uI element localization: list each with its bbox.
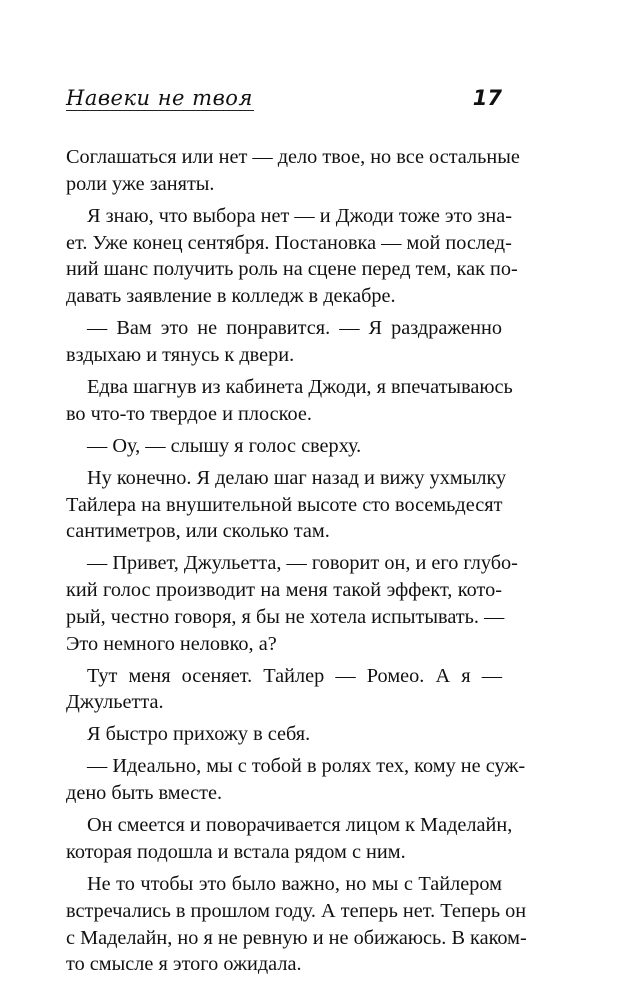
text-line: Едва шагнув из кабинета Джоди, я впечатываюсь bbox=[87, 375, 513, 398]
text-line: Это немного неловко, а? bbox=[66, 632, 277, 655]
text-line: Я знаю, что выбора нет — и Джоди тоже это зна- bbox=[87, 204, 513, 227]
running-head bbox=[66, 86, 502, 126]
text-line: с Маделайн, но я не ревную и не обижаюсь. В каком- bbox=[66, 926, 527, 949]
text-line: Не то чтобы это было важно, но мы с Тайлером bbox=[87, 872, 502, 895]
paragraph bbox=[66, 315, 502, 369]
body-text bbox=[66, 144, 527, 983]
paragraph bbox=[66, 144, 520, 198]
text-line: кий голос производит на меня такой эффект, кото- bbox=[66, 579, 502, 602]
text-line: дено быть вместе. bbox=[66, 782, 223, 805]
paragraph bbox=[66, 374, 513, 428]
text-line: встречались в прошлом году. А теперь нет. Теперь он bbox=[66, 899, 527, 922]
text-line: Тут меня осеняет. Тайлер — Ромео. А я — bbox=[87, 664, 502, 687]
paragraph bbox=[66, 203, 518, 310]
text-line: которая подошла и встала рядом с ним. bbox=[66, 841, 406, 863]
text-line: Тайлера на внушительной высоте сто восемьдесят bbox=[66, 493, 503, 516]
text-line: рый, честно говоря, я бы не хотела испытывать. — bbox=[66, 605, 505, 628]
text-line: — Вам это не понравится. — Я раздраженно bbox=[87, 317, 502, 340]
paragraph bbox=[66, 433, 502, 460]
paragraph bbox=[66, 465, 507, 545]
running-title-underline bbox=[66, 110, 254, 111]
paragraph bbox=[66, 550, 518, 657]
text-line: то смысле я этого ожидала. bbox=[66, 953, 302, 976]
page-number: 17 bbox=[472, 86, 502, 110]
paragraph bbox=[66, 753, 526, 807]
text-line: ет. Уже конец сентября. Постановка — мой послед- bbox=[66, 231, 512, 254]
paragraph bbox=[66, 663, 502, 717]
text-line: — Привет, Джульетта, — говорит он, и его глубо- bbox=[87, 552, 518, 575]
paragraph bbox=[66, 812, 513, 866]
text-line: ний шанс получить роль на сцене перед тем, как по- bbox=[66, 258, 518, 281]
text-line: Он смеется и поворачивается лицом к Маделайн, bbox=[87, 814, 513, 837]
text-line: — Идеально, мы с тобой в ролях тех, кому не суж- bbox=[87, 755, 526, 778]
text-line: Я быстро прихожу в себя. bbox=[87, 723, 311, 746]
text-line: Джульетта. bbox=[66, 691, 164, 714]
running-title: Навеки не твоя bbox=[66, 86, 253, 110]
text-line: роли уже заняты. bbox=[66, 172, 215, 195]
text-line: — Оу, — слышу я голос сверху. bbox=[87, 434, 362, 457]
paragraph bbox=[66, 871, 527, 978]
text-line: давать заявление в колледж в декабре. bbox=[66, 285, 396, 308]
text-line: вздыхаю и тянусь к двери. bbox=[66, 343, 295, 366]
paragraph bbox=[66, 721, 502, 748]
text-line: сантиметров, или сколько там. bbox=[66, 520, 330, 543]
text-line: Соглашаться или нет — дело твое, но все остальные bbox=[66, 146, 520, 168]
text-line: во что-то твердое и плоское. bbox=[66, 402, 312, 425]
text-line: Ну конечно. Я делаю шаг назад и вижу ухмылку bbox=[87, 466, 507, 489]
